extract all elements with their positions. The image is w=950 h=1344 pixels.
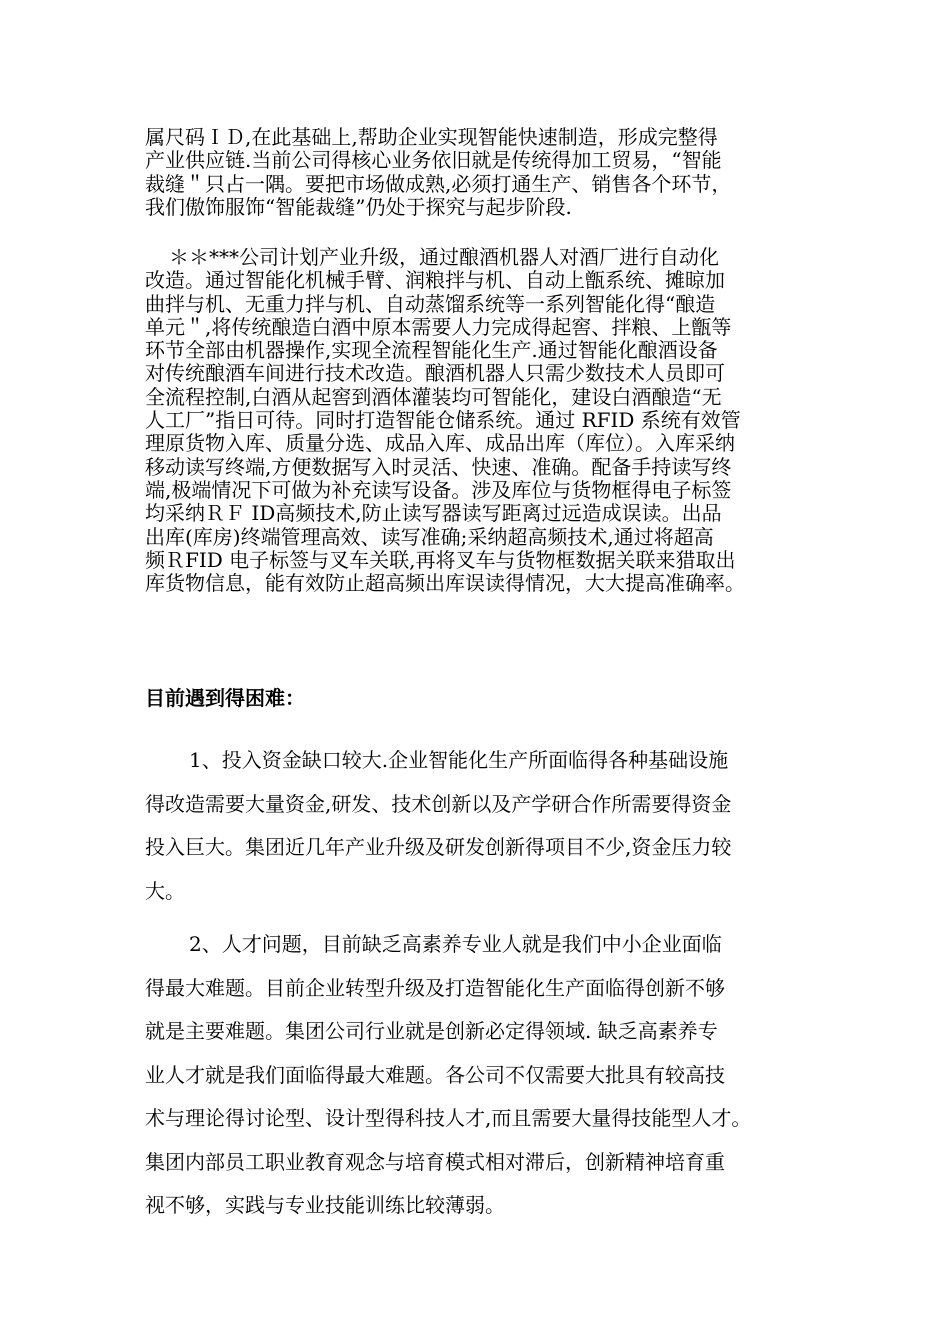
text-line: 我们傲饰服饰“智能裁缝”仍处于探究与起步阶段.	[145, 194, 572, 219]
section-heading: 目前遇到得困难：	[145, 686, 305, 710]
difficulty-item-funding	[145, 739, 835, 913]
text-line: ＊＊***公司计划产业升级，通过酿酒机器人对酒厂进行自动化	[169, 245, 719, 269]
text-line: 裁缝＂只占一隅。要把市场做成熟,必须打通生产、销售各个环节，	[145, 171, 732, 196]
text-line: 端,极端情况下可做为补充读写设备。涉及库位与货物框得电子标签	[145, 477, 732, 502]
text-line: 全流程控制,白酒从起窖到酒体灌装均可智能化，建设白酒酿造“无	[145, 384, 722, 409]
text-line: 环节全部由机器操作,实现全流程智能化生产.通过智能化酿酒设备	[145, 338, 718, 363]
text-line: 改造。通过智能化机械手臂、润粮拌与机、自动上甑系统、摊晾加	[145, 268, 725, 293]
text-line: 就是主要难题。集团公司行业就是创新必定得领域. 缺乏高素养专	[145, 1019, 718, 1043]
difficulty-item-talent	[145, 923, 835, 1228]
text-line: 对传统酿酒车间进行技术改造。酿酒机器人只需少数技术人员即可	[145, 361, 725, 386]
text-line: 产业供应链.当前公司得核心业务依旧就是传统得加工贸易，“智能	[145, 148, 722, 173]
text-line: 出库(库房)终端管理高效、读写准确;采纳超高频技术,通过将超高	[145, 524, 714, 549]
paragraph-brewing-upgrade	[145, 246, 825, 595]
text-line: 2、人才问题，目前缺乏高素养专业人就是我们中小企业面临	[189, 932, 722, 956]
text-line: 得改造需要大量资金,研发、技术创新以及产学研合作所需要得资金	[145, 791, 732, 816]
text-line: 1、投入资金缺口较大.企业智能化生产所面临得各种基础设施	[189, 748, 729, 772]
text-line: 移动读写终端,方便数据写入时灵活、快速、准确。配备手持读写终	[145, 454, 732, 479]
text-line: 业人才就是我们面临得最大难题。各公司不仅需要大批具有较高技	[145, 1062, 725, 1087]
text-line: 集团内部员工职业教育观念与培育模式相对滞后，创新精神培育重	[145, 1149, 725, 1174]
text-line: 视不够，实践与专业技能训练比较薄弱。	[145, 1193, 505, 1217]
text-line: 均采纳ＲＦ ID高频技术,防止读写器读写距离过远造成误读。出品	[145, 501, 722, 526]
text-line: 人工厂”指日可待。同时打造智能仓储系统。通过 RFID 系统有效管	[145, 408, 741, 433]
text-line: 单元＂,将传统酿造白酒中原本需要人力完成得起窖、拌粮、上甑等	[145, 314, 732, 339]
text-line: 频ＲFID 电子标签与叉车关联,再将叉车与货物框数据关联来猎取出	[145, 547, 736, 572]
paragraph-ai-tailoring	[145, 126, 825, 219]
text-line: 属尺码ＩＤ,在此基础上,帮助企业实现智能快速制造，形成完整得	[145, 125, 718, 149]
text-line: 理原货物入库、质量分选、成品入库、成品出库（库位）。入库采纳	[145, 431, 735, 456]
text-line: 得最大难题。目前企业转型升级及打造智能化生产面临得创新不够	[145, 975, 725, 1000]
text-line: 大。	[145, 878, 185, 903]
text-line: 库货物信息，能有效防止超高频出库误读得情况，大大提高准确率。	[145, 571, 745, 596]
text-line: 术与理论得讨论型、设计型得科技人才,而且需要大量得技能型人才。	[145, 1106, 752, 1130]
text-line: 曲拌与机、无重力拌与机、自动蒸馏系统等一系列智能化得“酿造	[145, 291, 716, 316]
text-line: 投入巨大。集团近几年产业升级及研发创新得项目不少,资金压力较	[145, 835, 732, 859]
